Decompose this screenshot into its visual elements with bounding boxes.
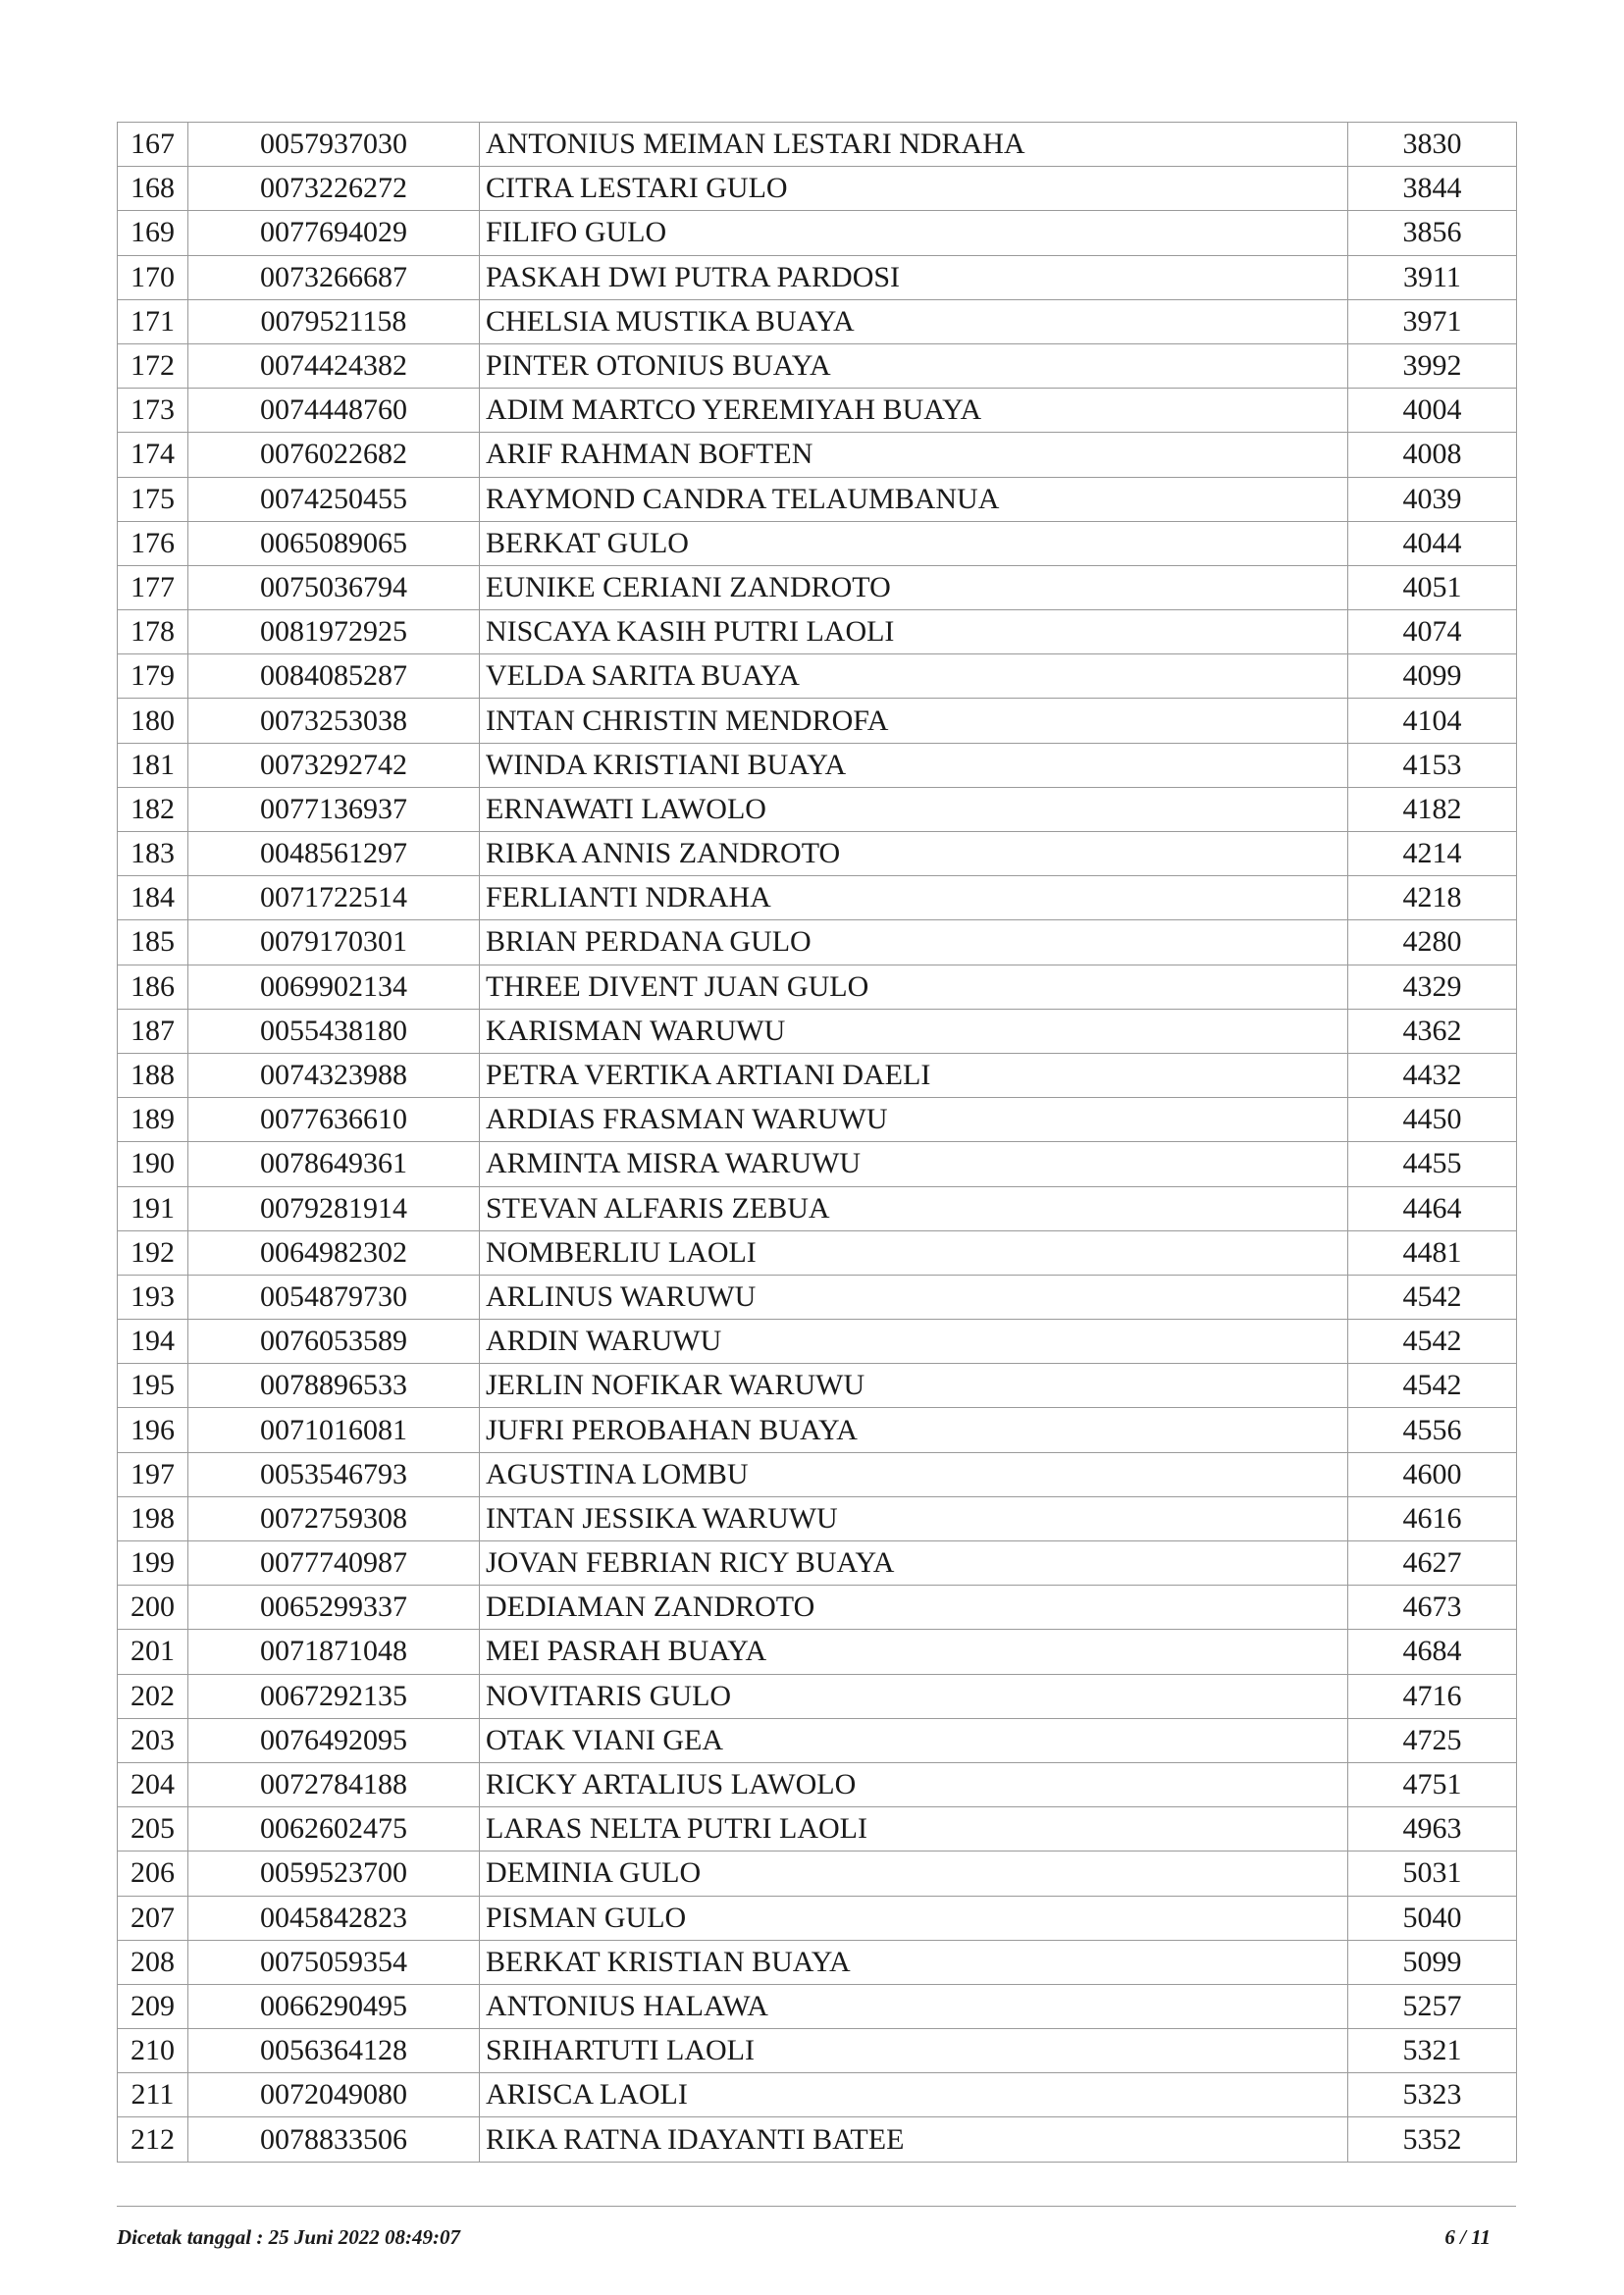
score-cell: 4214 xyxy=(1348,832,1517,876)
row-number-cell: 202 xyxy=(118,1674,188,1718)
score-cell: 4542 xyxy=(1348,1364,1517,1408)
student-id-cell: 0077740987 xyxy=(188,1541,480,1586)
score-cell: 4074 xyxy=(1348,610,1517,654)
row-number-cell: 169 xyxy=(118,211,188,255)
row-number-cell: 176 xyxy=(118,521,188,565)
student-name-cell: ARMINTA MISRA WARUWU xyxy=(480,1142,1348,1186)
table-row xyxy=(118,389,1517,433)
student-id-cell: 0072784188 xyxy=(188,1762,480,1806)
row-number-cell: 194 xyxy=(118,1320,188,1364)
student-name-cell: EUNIKE CERIANI ZANDROTO xyxy=(480,565,1348,609)
student-id-cell: 0076492095 xyxy=(188,1718,480,1762)
table-row xyxy=(118,123,1517,167)
student-id-cell: 0073292742 xyxy=(188,743,480,787)
row-number-cell: 190 xyxy=(118,1142,188,1186)
student-name-cell: NOMBERLIU LAOLI xyxy=(480,1230,1348,1275)
row-number-cell: 205 xyxy=(118,1807,188,1852)
table-row xyxy=(118,2029,1517,2073)
student-id-cell: 0078833506 xyxy=(188,2117,480,2162)
student-id-cell: 0075059354 xyxy=(188,1940,480,1984)
student-id-cell: 0071871048 xyxy=(188,1630,480,1674)
row-number-cell: 177 xyxy=(118,565,188,609)
score-cell: 4556 xyxy=(1348,1408,1517,1452)
row-number-cell: 167 xyxy=(118,123,188,167)
student-id-cell: 0073226272 xyxy=(188,167,480,211)
table-row xyxy=(118,1852,1517,1896)
student-id-cell: 0075036794 xyxy=(188,565,480,609)
student-name-cell: VELDA SARITA BUAYA xyxy=(480,654,1348,699)
student-id-cell: 0072759308 xyxy=(188,1496,480,1540)
table-row xyxy=(118,1940,1517,1984)
row-number-cell: 206 xyxy=(118,1852,188,1896)
score-cell: 4004 xyxy=(1348,389,1517,433)
student-name-cell: ARDIN WARUWU xyxy=(480,1320,1348,1364)
score-cell: 4432 xyxy=(1348,1053,1517,1097)
student-name-cell: RIBKA ANNIS ZANDROTO xyxy=(480,832,1348,876)
student-name-cell: INTAN CHRISTIN MENDROFA xyxy=(480,699,1348,743)
student-name-cell: ANTONIUS HALAWA xyxy=(480,1984,1348,2028)
row-number-cell: 201 xyxy=(118,1630,188,1674)
score-cell: 4751 xyxy=(1348,1762,1517,1806)
score-cell: 4600 xyxy=(1348,1452,1517,1496)
student-id-cell: 0062602475 xyxy=(188,1807,480,1852)
table-row xyxy=(118,2073,1517,2117)
table-row xyxy=(118,1186,1517,1230)
student-id-cell: 0077636610 xyxy=(188,1098,480,1142)
row-number-cell: 186 xyxy=(118,965,188,1009)
table-row xyxy=(118,1009,1517,1053)
student-name-cell: CITRA LESTARI GULO xyxy=(480,167,1348,211)
score-cell: 4044 xyxy=(1348,521,1517,565)
row-number-cell: 174 xyxy=(118,433,188,477)
row-number-cell: 211 xyxy=(118,2073,188,2117)
score-cell: 4039 xyxy=(1348,477,1517,521)
table-row xyxy=(118,1496,1517,1540)
row-number-cell: 185 xyxy=(118,920,188,965)
score-cell: 4542 xyxy=(1348,1320,1517,1364)
row-number-cell: 182 xyxy=(118,787,188,831)
student-id-cell: 0079521158 xyxy=(188,299,480,343)
student-name-cell: AGUSTINA LOMBU xyxy=(480,1452,1348,1496)
score-cell: 4153 xyxy=(1348,743,1517,787)
student-name-cell: SRIHARTUTI LAOLI xyxy=(480,2029,1348,2073)
score-cell: 4542 xyxy=(1348,1275,1517,1319)
table-row xyxy=(118,1762,1517,1806)
student-name-cell: ANTONIUS MEIMAN LESTARI NDRAHA xyxy=(480,123,1348,167)
row-number-cell: 193 xyxy=(118,1275,188,1319)
row-number-cell: 198 xyxy=(118,1496,188,1540)
student-id-cell: 0065089065 xyxy=(188,521,480,565)
student-id-cell: 0079281914 xyxy=(188,1186,480,1230)
row-number-cell: 187 xyxy=(118,1009,188,1053)
table-row xyxy=(118,1275,1517,1319)
student-name-cell: PISMAN GULO xyxy=(480,1896,1348,1940)
table-row xyxy=(118,1586,1517,1630)
footer-divider xyxy=(117,2206,1516,2207)
student-id-cell: 0077136937 xyxy=(188,787,480,831)
student-name-cell: ERNAWATI LAWOLO xyxy=(480,787,1348,831)
table-row xyxy=(118,255,1517,299)
student-id-cell: 0073266687 xyxy=(188,255,480,299)
row-number-cell: 173 xyxy=(118,389,188,433)
student-name-cell: LARAS NELTA PUTRI LAOLI xyxy=(480,1807,1348,1852)
student-id-cell: 0066290495 xyxy=(188,1984,480,2028)
student-id-cell: 0074250455 xyxy=(188,477,480,521)
table-row xyxy=(118,477,1517,521)
score-cell: 4450 xyxy=(1348,1098,1517,1142)
student-name-cell: RICKY ARTALIUS LAWOLO xyxy=(480,1762,1348,1806)
score-cell: 4684 xyxy=(1348,1630,1517,1674)
table-row xyxy=(118,1807,1517,1852)
row-number-cell: 197 xyxy=(118,1452,188,1496)
table-row xyxy=(118,1320,1517,1364)
row-number-cell: 203 xyxy=(118,1718,188,1762)
row-number-cell: 207 xyxy=(118,1896,188,1940)
row-number-cell: 188 xyxy=(118,1053,188,1097)
student-name-cell: FILIFO GULO xyxy=(480,211,1348,255)
score-cell: 4051 xyxy=(1348,565,1517,609)
score-cell: 3844 xyxy=(1348,167,1517,211)
row-number-cell: 212 xyxy=(118,2117,188,2162)
score-cell: 4627 xyxy=(1348,1541,1517,1586)
row-number-cell: 181 xyxy=(118,743,188,787)
score-cell: 4218 xyxy=(1348,876,1517,920)
table-row xyxy=(118,211,1517,255)
score-cell: 5321 xyxy=(1348,2029,1517,2073)
row-number-cell: 210 xyxy=(118,2029,188,2073)
table-row xyxy=(118,1674,1517,1718)
row-number-cell: 183 xyxy=(118,832,188,876)
student-name-cell: ADIM MARTCO YEREMIYAH BUAYA xyxy=(480,389,1348,433)
student-name-cell: BERKAT KRISTIAN BUAYA xyxy=(480,1940,1348,1984)
student-id-cell: 0071722514 xyxy=(188,876,480,920)
score-cell: 4362 xyxy=(1348,1009,1517,1053)
table-row xyxy=(118,343,1517,388)
score-cell: 5323 xyxy=(1348,2073,1517,2117)
student-id-cell: 0081972925 xyxy=(188,610,480,654)
table-row xyxy=(118,299,1517,343)
row-number-cell: 171 xyxy=(118,299,188,343)
page-number: 6 / 11 xyxy=(1444,2225,1491,2249)
student-id-cell: 0071016081 xyxy=(188,1408,480,1452)
student-name-cell: FERLIANTI NDRAHA xyxy=(480,876,1348,920)
student-name-cell: JERLIN NOFIKAR WARUWU xyxy=(480,1364,1348,1408)
score-cell: 3992 xyxy=(1348,343,1517,388)
student-id-cell: 0048561297 xyxy=(188,832,480,876)
student-name-cell: INTAN JESSIKA WARUWU xyxy=(480,1496,1348,1540)
student-name-cell: DEDIAMAN ZANDROTO xyxy=(480,1586,1348,1630)
student-name-cell: BRIAN PERDANA GULO xyxy=(480,920,1348,965)
print-date: Dicetak tanggal : 25 Juni 2022 08:49:07 xyxy=(117,2225,460,2249)
table-row xyxy=(118,832,1517,876)
score-cell: 3971 xyxy=(1348,299,1517,343)
row-number-cell: 189 xyxy=(118,1098,188,1142)
table-row xyxy=(118,1718,1517,1762)
table-row xyxy=(118,433,1517,477)
student-name-cell: DEMINIA GULO xyxy=(480,1852,1348,1896)
student-id-cell: 0074448760 xyxy=(188,389,480,433)
score-cell: 4725 xyxy=(1348,1718,1517,1762)
row-number-cell: 196 xyxy=(118,1408,188,1452)
score-cell: 4716 xyxy=(1348,1674,1517,1718)
ranking-table xyxy=(117,122,1517,2163)
score-cell: 5352 xyxy=(1348,2117,1517,2162)
score-cell: 4455 xyxy=(1348,1142,1517,1186)
student-id-cell: 0076053589 xyxy=(188,1320,480,1364)
table-row xyxy=(118,1230,1517,1275)
student-name-cell: THREE DIVENT JUAN GULO xyxy=(480,965,1348,1009)
row-number-cell: 170 xyxy=(118,255,188,299)
table-row xyxy=(118,565,1517,609)
score-cell: 5099 xyxy=(1348,1940,1517,1984)
student-name-cell: ARDIAS FRASMAN WARUWU xyxy=(480,1098,1348,1142)
student-id-cell: 0064982302 xyxy=(188,1230,480,1275)
table-row xyxy=(118,1364,1517,1408)
student-name-cell: PINTER OTONIUS BUAYA xyxy=(480,343,1348,388)
student-name-cell: ARLINUS WARUWU xyxy=(480,1275,1348,1319)
student-name-cell: WINDA KRISTIANI BUAYA xyxy=(480,743,1348,787)
student-name-cell: MEI PASRAH BUAYA xyxy=(480,1630,1348,1674)
student-id-cell: 0077694029 xyxy=(188,211,480,255)
row-number-cell: 195 xyxy=(118,1364,188,1408)
row-number-cell: 192 xyxy=(118,1230,188,1275)
student-name-cell: ARIF RAHMAN BOFTEN xyxy=(480,433,1348,477)
score-cell: 5257 xyxy=(1348,1984,1517,2028)
student-name-cell: PASKAH DWI PUTRA PARDOSI xyxy=(480,255,1348,299)
table-row xyxy=(118,167,1517,211)
student-id-cell: 0045842823 xyxy=(188,1896,480,1940)
row-number-cell: 178 xyxy=(118,610,188,654)
row-number-cell: 175 xyxy=(118,477,188,521)
table-row xyxy=(118,610,1517,654)
table-row xyxy=(118,1142,1517,1186)
student-name-cell: OTAK VIANI GEA xyxy=(480,1718,1348,1762)
score-cell: 4329 xyxy=(1348,965,1517,1009)
student-name-cell: CHELSIA MUSTIKA BUAYA xyxy=(480,299,1348,343)
table-row xyxy=(118,743,1517,787)
table-row xyxy=(118,654,1517,699)
table-row xyxy=(118,1541,1517,1586)
table-row xyxy=(118,1053,1517,1097)
row-number-cell: 179 xyxy=(118,654,188,699)
student-id-cell: 0073253038 xyxy=(188,699,480,743)
score-cell: 4008 xyxy=(1348,433,1517,477)
student-id-cell: 0072049080 xyxy=(188,2073,480,2117)
student-name-cell: STEVAN ALFARIS ZEBUA xyxy=(480,1186,1348,1230)
row-number-cell: 204 xyxy=(118,1762,188,1806)
student-name-cell: JUFRI PEROBAHAN BUAYA xyxy=(480,1408,1348,1452)
row-number-cell: 208 xyxy=(118,1940,188,1984)
table-row xyxy=(118,1452,1517,1496)
student-id-cell: 0079170301 xyxy=(188,920,480,965)
table-row xyxy=(118,1984,1517,2028)
score-cell: 4963 xyxy=(1348,1807,1517,1852)
row-number-cell: 172 xyxy=(118,343,188,388)
table-row xyxy=(118,965,1517,1009)
table-body xyxy=(118,123,1517,2163)
table-row xyxy=(118,699,1517,743)
student-id-cell: 0067292135 xyxy=(188,1674,480,1718)
score-cell: 4464 xyxy=(1348,1186,1517,1230)
score-cell: 4673 xyxy=(1348,1586,1517,1630)
student-name-cell: NOVITARIS GULO xyxy=(480,1674,1348,1718)
student-id-cell: 0076022682 xyxy=(188,433,480,477)
score-cell: 3911 xyxy=(1348,255,1517,299)
student-id-cell: 0055438180 xyxy=(188,1009,480,1053)
row-number-cell: 191 xyxy=(118,1186,188,1230)
table-row xyxy=(118,521,1517,565)
student-id-cell: 0074323988 xyxy=(188,1053,480,1097)
score-cell: 3856 xyxy=(1348,211,1517,255)
student-name-cell: BERKAT GULO xyxy=(480,521,1348,565)
student-id-cell: 0056364128 xyxy=(188,2029,480,2073)
student-id-cell: 0057937030 xyxy=(188,123,480,167)
table-row xyxy=(118,1098,1517,1142)
student-id-cell: 0053546793 xyxy=(188,1452,480,1496)
student-id-cell: 0074424382 xyxy=(188,343,480,388)
table-row xyxy=(118,920,1517,965)
row-number-cell: 180 xyxy=(118,699,188,743)
row-number-cell: 199 xyxy=(118,1541,188,1586)
score-cell: 5031 xyxy=(1348,1852,1517,1896)
score-cell: 4099 xyxy=(1348,654,1517,699)
student-name-cell: KARISMAN WARUWU xyxy=(480,1009,1348,1053)
student-name-cell: RAYMOND CANDRA TELAUMBANUA xyxy=(480,477,1348,521)
student-id-cell: 0084085287 xyxy=(188,654,480,699)
student-name-cell: JOVAN FEBRIAN RICY BUAYA xyxy=(480,1541,1348,1586)
student-name-cell: ARISCA LAOLI xyxy=(480,2073,1348,2117)
row-number-cell: 168 xyxy=(118,167,188,211)
table-row xyxy=(118,787,1517,831)
student-id-cell: 0059523700 xyxy=(188,1852,480,1896)
table-row xyxy=(118,2117,1517,2162)
student-name-cell: NISCAYA KASIH PUTRI LAOLI xyxy=(480,610,1348,654)
score-cell: 4104 xyxy=(1348,699,1517,743)
score-cell: 3830 xyxy=(1348,123,1517,167)
student-id-cell: 0069902134 xyxy=(188,965,480,1009)
student-id-cell: 0078649361 xyxy=(188,1142,480,1186)
table-row xyxy=(118,876,1517,920)
row-number-cell: 209 xyxy=(118,1984,188,2028)
score-cell: 4481 xyxy=(1348,1230,1517,1275)
student-name-cell: PETRA VERTIKA ARTIANI DAELI xyxy=(480,1053,1348,1097)
table-row xyxy=(118,1408,1517,1452)
table-row xyxy=(118,1630,1517,1674)
student-name-cell: RIKA RATNA IDAYANTI BATEE xyxy=(480,2117,1348,2162)
student-id-cell: 0078896533 xyxy=(188,1364,480,1408)
student-id-cell: 0054879730 xyxy=(188,1275,480,1319)
row-number-cell: 184 xyxy=(118,876,188,920)
row-number-cell: 200 xyxy=(118,1586,188,1630)
score-cell: 5040 xyxy=(1348,1896,1517,1940)
score-cell: 4182 xyxy=(1348,787,1517,831)
score-cell: 4616 xyxy=(1348,1496,1517,1540)
score-cell: 4280 xyxy=(1348,920,1517,965)
student-id-cell: 0065299337 xyxy=(188,1586,480,1630)
table-row xyxy=(118,1896,1517,1940)
